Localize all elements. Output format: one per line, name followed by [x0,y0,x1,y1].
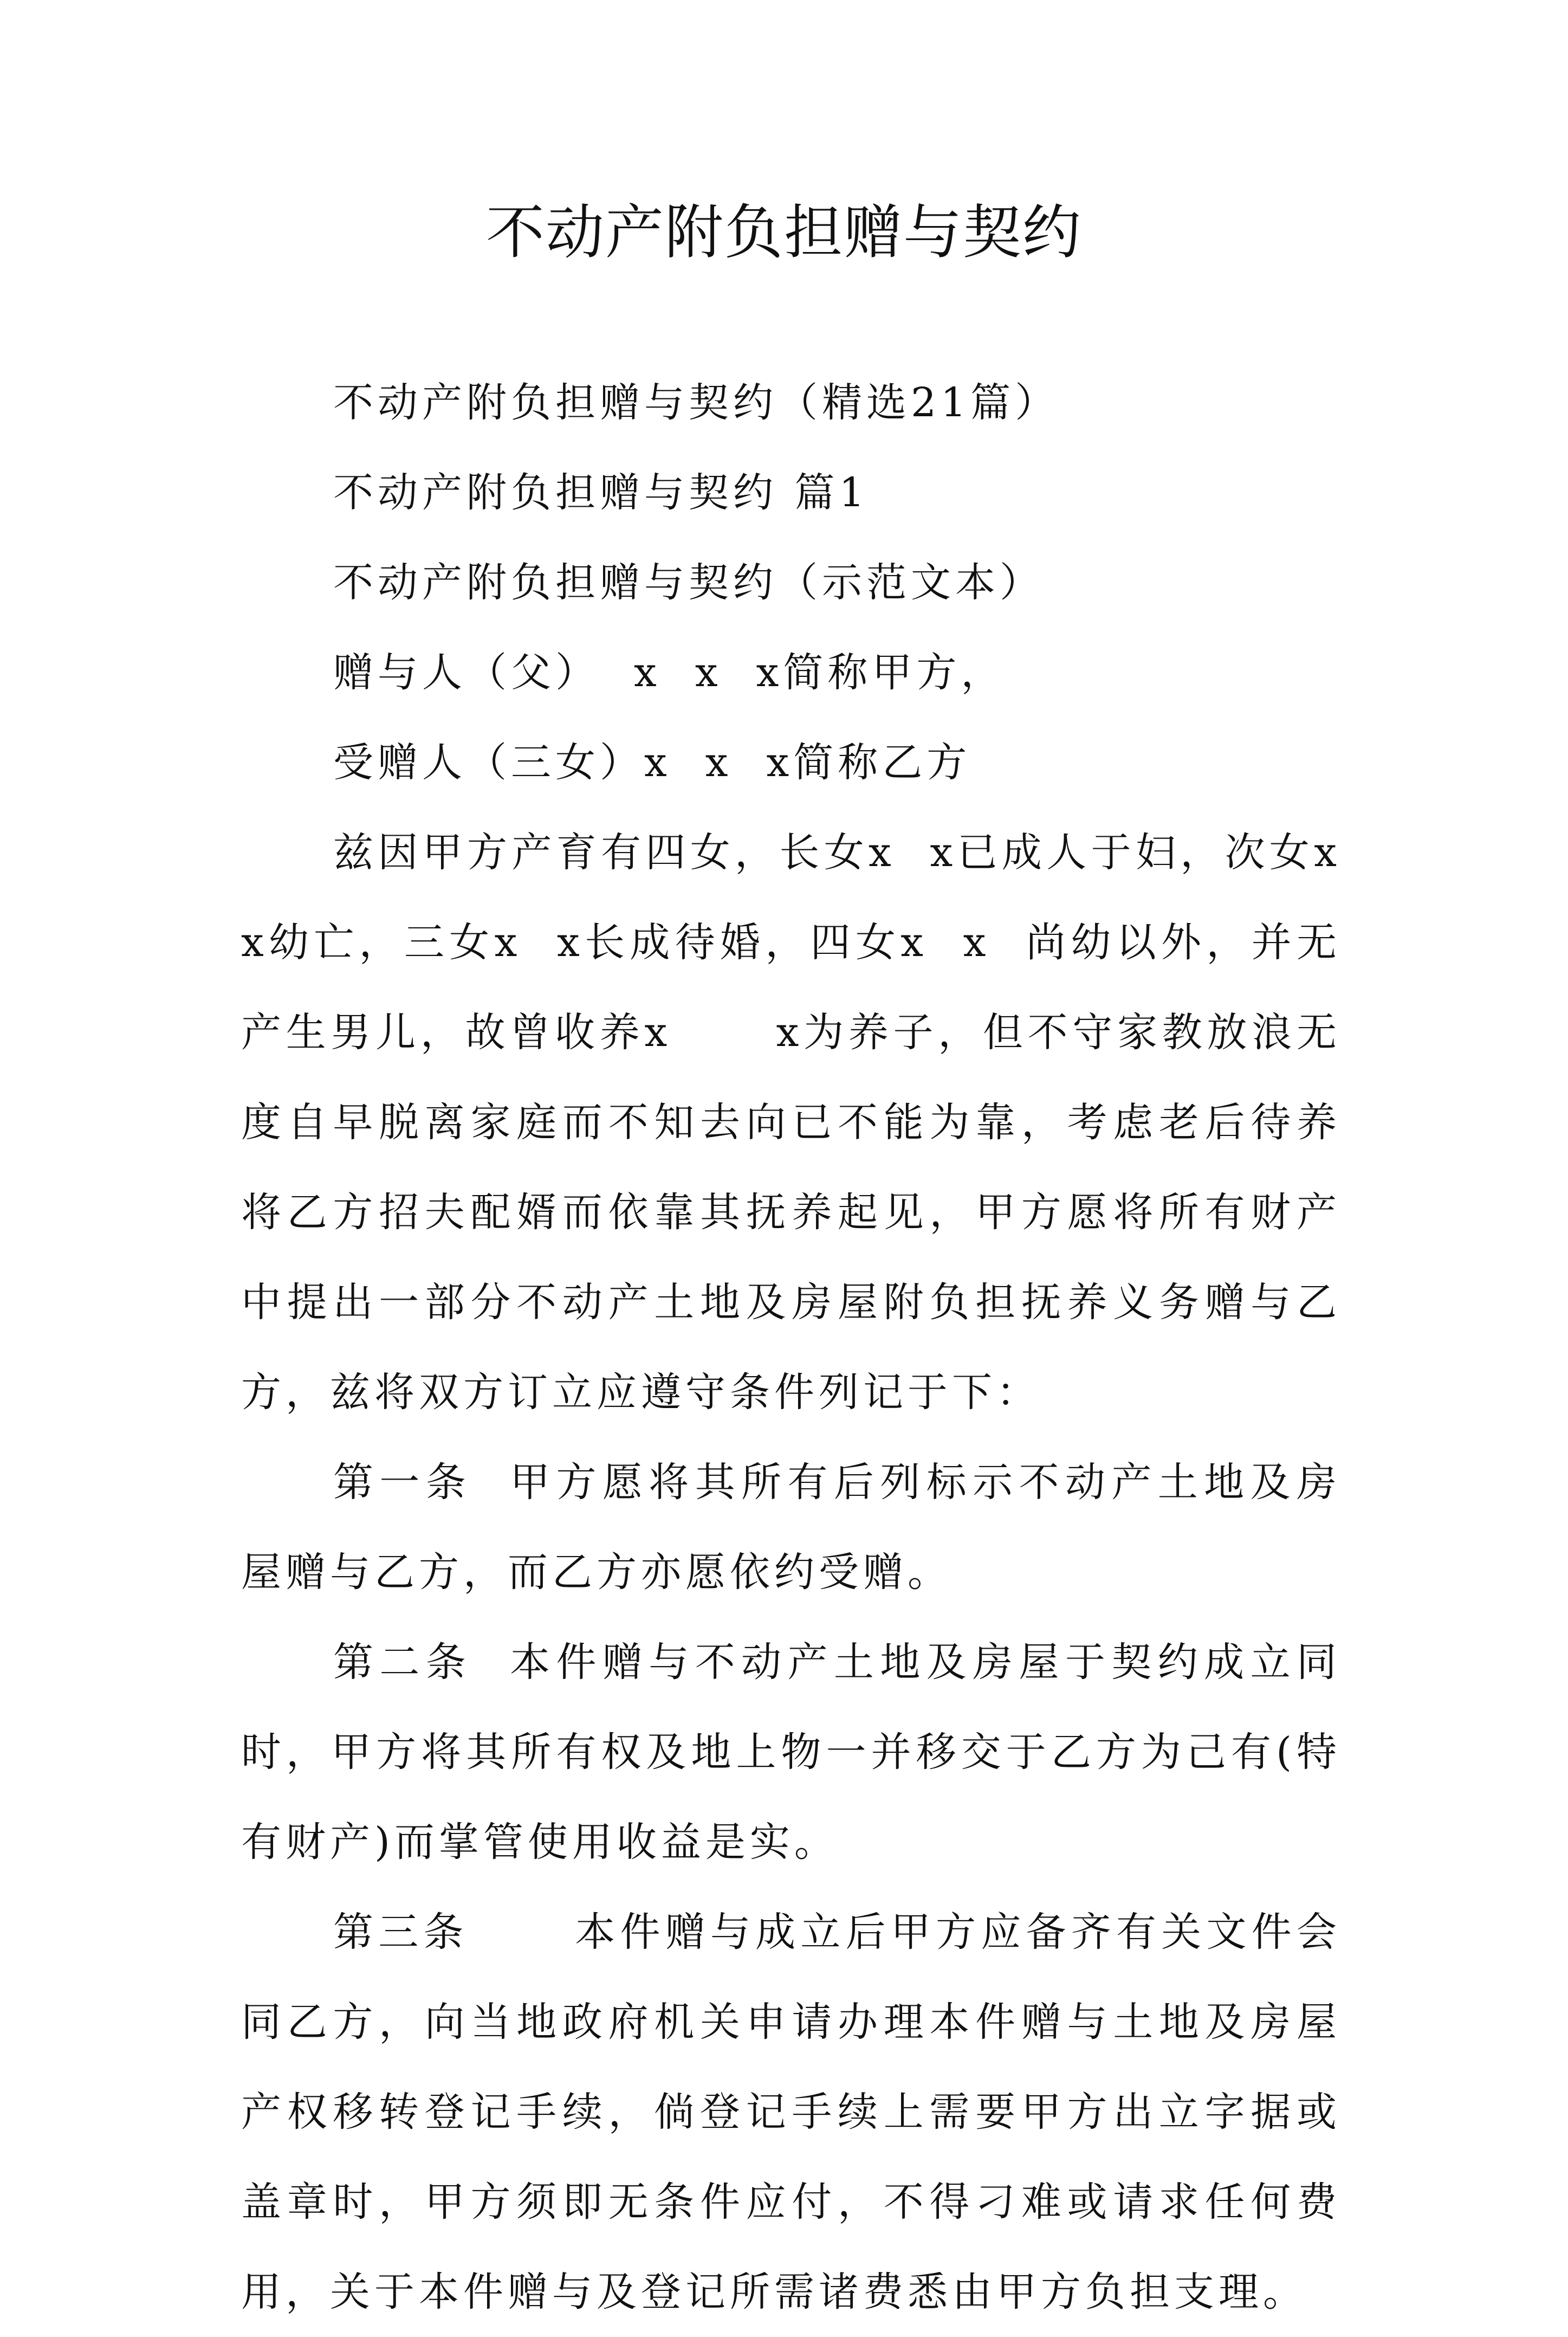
document-body [241,358,1376,2337]
paragraph-donee: 受赠人（三女）x x x简称乙方 [333,739,971,786]
paragraph-article-2: 第二条 本件赠与不动产土地及房屋于契约成立同时，甲方将其所有权及地上物一并移交于乙方为己有(特有财产)而掌管使用收益是实。 [241,1639,1341,1865]
paragraph-subtitle: 不动产附负担赠与契约（精选21篇） [333,379,1060,426]
paragraph-section-heading: 不动产附负担赠与契约 篇1 [333,469,869,516]
document-title: 不动产附负担赠与契约 [485,199,1082,267]
paragraph-article-1: 第一条 甲方愿将其所有后列标示不动产土地及房屋赠与乙方，而乙方亦愿依约受赠。 [241,1459,1341,1596]
paragraph-donor: 赠与人（父） x x x简称甲方， [333,649,1006,696]
paragraph-template-title: 不动产附负担赠与契约（示范文本） [333,559,1044,606]
paragraph-article-3: 第三条 本件赠与成立后甲方应备齐有关文件会同乙方，向当地政府机关申请办理本件赠与土地及房屋产权移转登记手续，倘登记手续上需要甲方出立字据或盖章时，甲方须即无条件应付，不得刁难或请求任何费用，关于本件赠与及登记所需诸费悉由甲方负担支理。 [241,1909,1341,2315]
paragraph-preamble: 兹因甲方产育有四女，长女x x已成人于妇，次女x x幼亡，三女x x长成待婚，四女x x 尚幼以外，并无产生男儿，故曾收养x x为养子，但不守家教放浪无度自早脱离家庭而不知去向已不能为靠，考虑老后待养将乙方招夫配婿而依靠其抚养起见，甲方愿将所有财产中提出一部分不动产土地及房屋附负担抚养义务赠与乙方，兹将双方订立应遵守条件列记于下： [241,829,1376,1416]
